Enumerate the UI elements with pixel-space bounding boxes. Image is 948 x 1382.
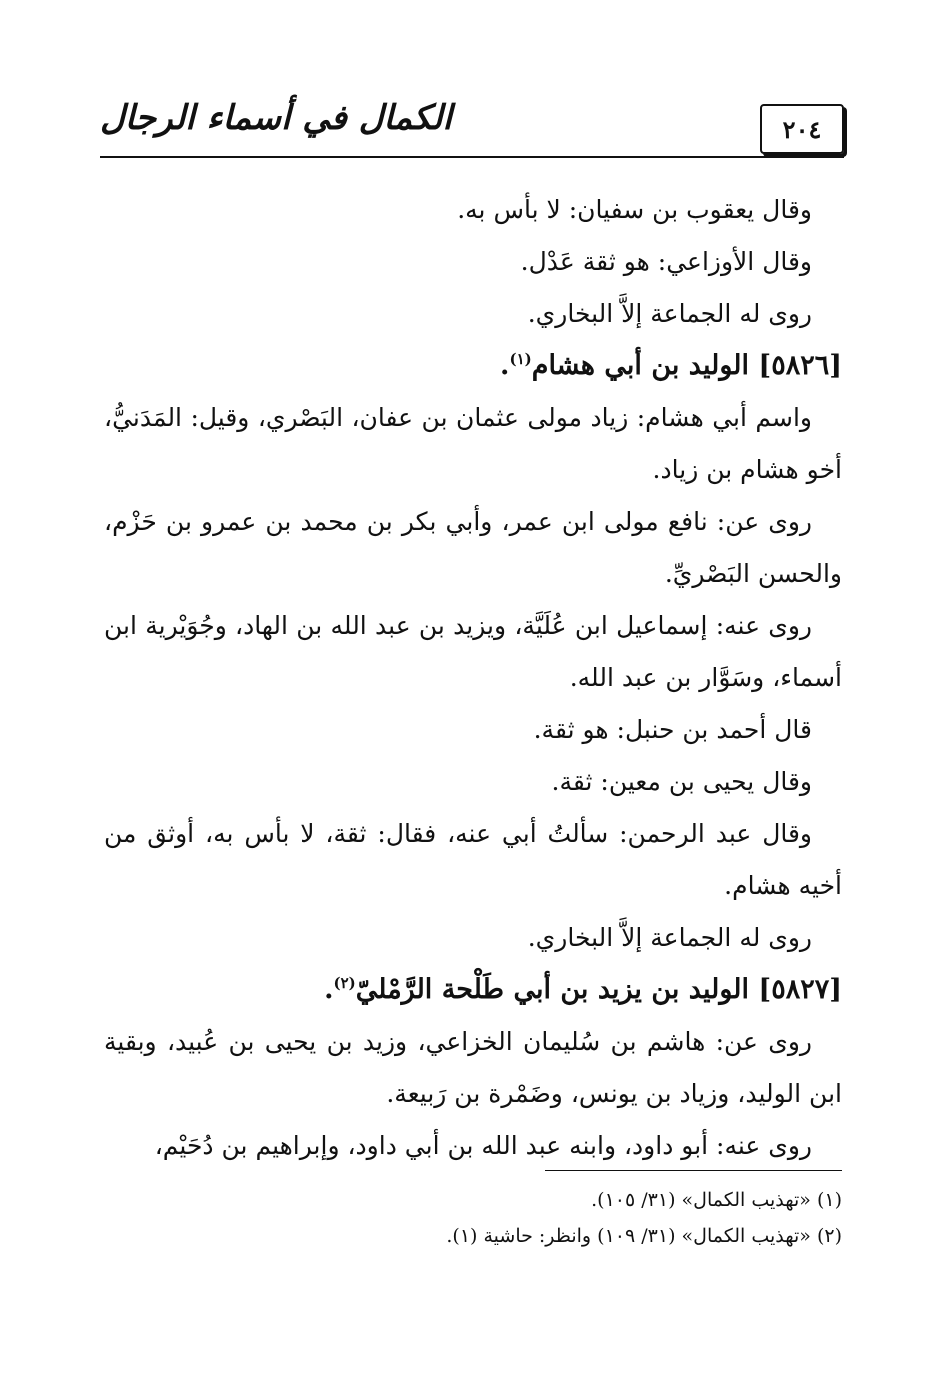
paragraph: روى عنه: أبو داود، وابنه عبد الله بن أبي داود، وإبراهيم بن دُحَيْم، [154, 1131, 812, 1160]
paragraph: روى عن: نافع مولى ابن عمر، وأبي بكر بن محمد بن عمرو بن حَزْم، والحسن البَصْريِّ. [104, 507, 842, 588]
header-rule [100, 156, 844, 158]
entry-title: [٥٨٢٧] الوليد بن يزيد بن أبي طَلْحة الرَّمْليّ [355, 974, 842, 1005]
footnote: (١) «تهذيب الكمال» (٣١/ ١٠٥). [591, 1189, 842, 1211]
paragraph: وقال الأوزاعي: هو ثقة عَدْل. [520, 247, 812, 276]
entry-end: . [324, 974, 334, 1005]
footnote-ref: (٢) [333, 974, 356, 992]
entry-heading [104, 340, 842, 392]
entry-title: [٥٨٢٦] الوليد بن أبي هشام [531, 350, 842, 381]
paragraph: روى عن: هاشم بن سُليمان الخزاعي، وزيد بن يحيى بن عُبيد، وبقية ابن الوليد، وزياد بن يونس، وضَمْرة بن رَبيعة. [104, 1027, 842, 1108]
footnote-rule [545, 1170, 842, 1171]
paragraph: روى عنه: إسماعيل ابن عُلَيَّة، ويزيد بن عبد الله بن الهاد، وجُوَيْرية ابن أسماء، وسَوَّار بن عبد الله. [104, 611, 842, 692]
paragraph: وقال عبد الرحمن: سألتُ أبي عنه، فقال: ثقة، لا بأس به، أوثق من أخيه هشام. [104, 819, 842, 900]
footnote-ref: (١) [509, 350, 532, 368]
page-number: ٢٠٤ [782, 114, 822, 144]
paragraph: وقال يحيى بن معين: ثقة. [551, 767, 812, 796]
page-header [100, 96, 844, 156]
paragraph: واسم أبي هشام: زياد مولى عثمان بن عفان، البَصْري، وقيل: المَدَنيُّ، أخو هشام بن زياد. [104, 403, 842, 484]
paragraph: قال أحمد بن حنبل: هو ثقة. [533, 715, 812, 744]
paragraph: روى له الجماعة إلاَّ البخاري. [527, 299, 812, 328]
page-number-box [760, 104, 844, 154]
main-text [104, 184, 842, 1172]
entry-end: . [500, 350, 510, 381]
paragraph: وقال يعقوب بن سفيان: لا بأس به. [457, 195, 812, 224]
running-title: الكمال في أسماء الرجال [100, 98, 452, 138]
paragraph: روى له الجماعة إلاَّ البخاري. [527, 923, 812, 952]
footnote: (٢) «تهذيب الكمال» (٣١/ ١٠٩) وانظر: حاشية (١). [446, 1225, 842, 1247]
entry-heading [104, 964, 842, 1016]
footnotes [242, 1182, 842, 1254]
